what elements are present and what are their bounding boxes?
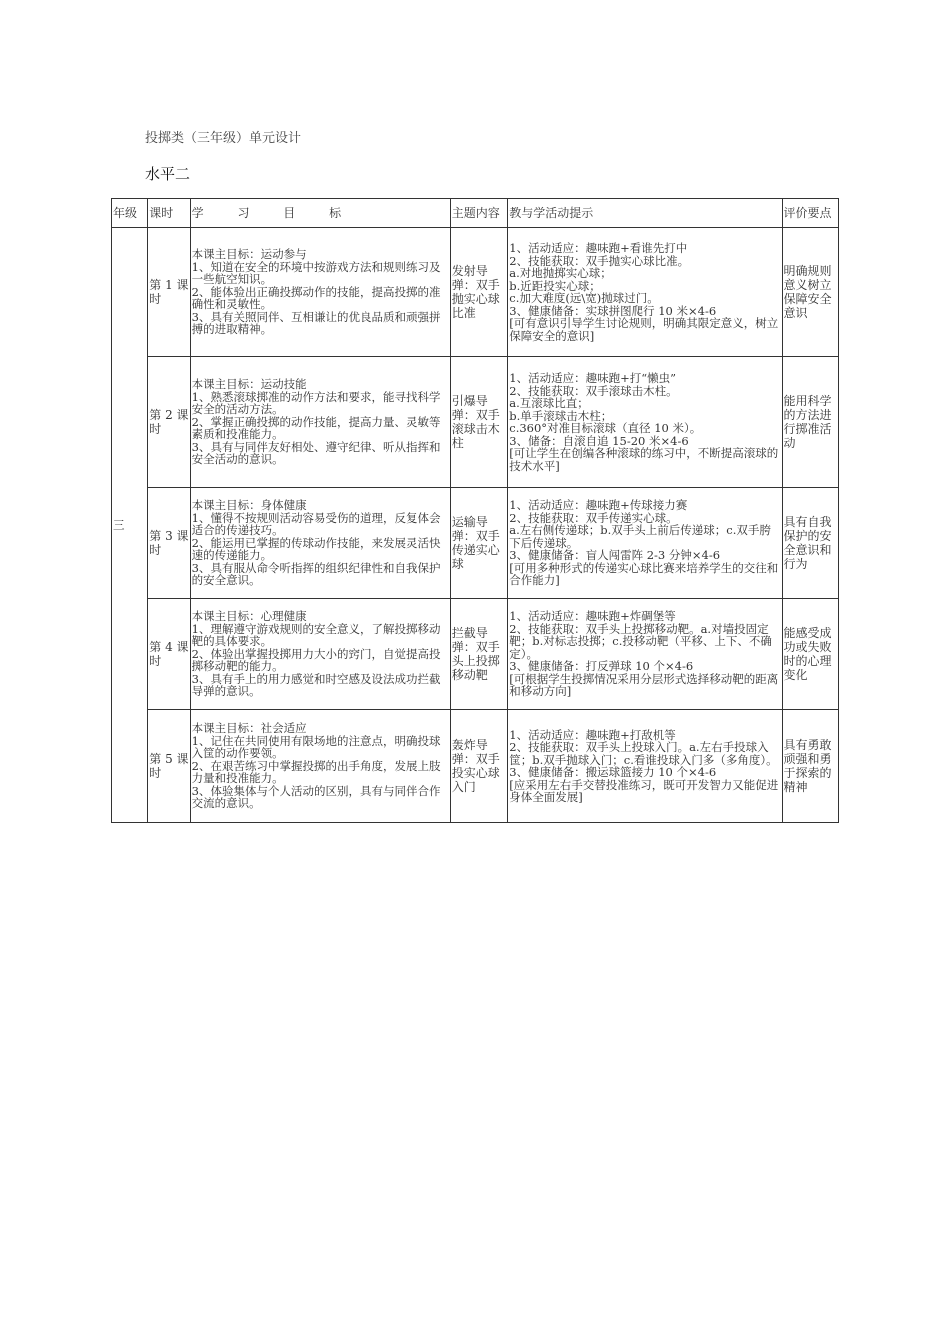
goal-line: 本课主目标：运动参与 — [191, 247, 307, 262]
activity-cell — [508, 228, 782, 357]
activity-line: 1、活动适应：趣味跑+打“懒虫” — [509, 371, 676, 385]
activity-line: c.360°对准目标滚球（直径 10 米）。 — [509, 421, 702, 435]
activity-line: 2、技能获取：双手滚球击木柱。 — [509, 383, 678, 398]
activity-line: [可让学生在创编各种滚球的练习中，不断提高滚球的技术水平] — [509, 446, 779, 473]
activity-line: a.左右侧传递球；b.双手头上前后传递球；c.双手胯下后传递球。 — [509, 523, 771, 550]
goal-line: 2、体验出掌握投掷用力大小的窍门，自觉提高投掷移动靶的能力。 — [191, 646, 441, 674]
activity-line: 3、储备：自滚自追 15-20 米×4-6 — [509, 433, 689, 448]
goal-line: 1、懂得不按规则活动容易受伤的道理，反复体会适合的传递技巧。 — [191, 510, 441, 538]
activity-cell — [508, 710, 782, 823]
goal-line: 本课主目标：社会适应 — [191, 721, 307, 736]
table-row — [112, 599, 839, 710]
table-header-row — [112, 199, 839, 228]
topic-cell: 发射导弹：双手抛实心球比准 — [450, 228, 507, 357]
header-goal-text: 学 习 目 标 — [191, 205, 357, 220]
goal-line: 2、在艰苦练习中掌握投掷的出手角度，发展上肢力量和投准能力。 — [191, 758, 441, 786]
goal-cell — [190, 488, 450, 599]
topic-cell: 拦截导弹：双手头上投掷移动靶 — [450, 599, 507, 710]
activity-line: 2、技能获取：双手头上投掷移动靶。a.对墙投固定靶；b.对标志投掷；c.投移动靶（平移、上下、不确定）。 — [509, 621, 772, 661]
header-goal — [190, 199, 450, 228]
goal-line: 1、记住在共同使用有限场地的注意点，明确投球入筐的动作要领。 — [191, 733, 441, 761]
period-cell: 第 3 课时 — [148, 488, 190, 599]
goal-line: 2、能运用已掌握的传球动作技能，来发展灵活快速的传递能力。 — [191, 535, 441, 563]
goal-line: 本课主目标：心理健康 — [191, 609, 307, 624]
activity-line: 3、健康储备：盲人闯雷阵 2-3 分钟×4-6 — [509, 548, 721, 563]
goal-line: 1、知道在安全的环境中按游戏方法和规则练习及一些航空知识。 — [191, 259, 441, 287]
header-eval: 评价要点 — [782, 199, 839, 228]
period-cell: 第 1 课时 — [148, 228, 190, 357]
topic-cell: 引爆导弹：双手滚球击木柱 — [450, 357, 507, 488]
eval-cell: 能用科学的方法进行掷准活动 — [782, 357, 839, 488]
activity-line: [可用多种形式的传递实心球比赛来培养学生的交往和合作能力] — [509, 560, 779, 588]
activity-line: [可有意识引导学生讨论规则，明确其限定意义，树立保障安全的意识] — [509, 316, 779, 343]
goal-line: 2、掌握正确投掷的动作技能，提高力量、灵敏等素质和投准能力。 — [191, 414, 441, 442]
goal-line: 3、体验集体与个人活动的区别，具有与同伴合作交流的意识。 — [191, 783, 441, 811]
goal-line: 本课主目标：身体健康 — [191, 498, 307, 513]
table-row — [112, 710, 839, 823]
activity-line: 2、技能获取：双手传递实心球。 — [509, 510, 678, 525]
activity-cell — [508, 599, 782, 710]
activity-line: 3、健康储备：打反弹球 10 个×4-6 — [509, 659, 694, 674]
activity-line: [应采用左右手交替投准练习，既可开发智力又能促进身体全面发展] — [509, 777, 779, 804]
activity-line: b.单手滚球击木柱； — [509, 408, 613, 423]
grade-cell: 三 — [112, 228, 148, 823]
period-cell: 第 4 课时 — [148, 599, 190, 710]
activity-line: 1、活动适应：趣味跑+传球接力赛 — [509, 498, 688, 513]
eval-cell: 明确规则意义树立保障安全意识 — [782, 228, 839, 357]
eval-cell: 具有勇敢顽强和勇于探索的精神 — [782, 710, 839, 823]
eval-cell: 能感受成功或失败时的心理变化 — [782, 599, 839, 710]
header-topic: 主题内容 — [450, 199, 507, 228]
goal-line: 3、具有服从命令听指挥的组织纪律性和自我保护的安全意识。 — [191, 560, 441, 588]
activity-line: c.加大难度(远\宽)抛球过门。 — [509, 291, 659, 305]
header-activity: 教与学活动提示 — [508, 199, 782, 228]
topic-cell: 运输导弹：双手传递实心球 — [450, 488, 507, 599]
header-period: 课时 — [148, 199, 190, 228]
goal-line: 本课主目标：运动技能 — [191, 377, 307, 392]
table-row — [112, 357, 839, 488]
activity-line: b.近距投实心球； — [509, 278, 601, 293]
activity-line: 2、技能获取：双手头上投球入门。a.左右手投球入筐；b.双手抛球入门；c.看谁投球入门多（多角度）。 — [509, 740, 778, 767]
goal-cell — [190, 710, 450, 823]
activity-line: 3、健康储备：搬运球篮接力 10 个×4-6 — [509, 765, 717, 779]
goal-line: 1、熟悉滚球掷准的动作方法和要求，能寻找科学安全的活动方法。 — [191, 389, 441, 417]
activity-cell — [508, 357, 782, 488]
goal-line: 1、理解遵守游戏规则的安全意义，了解投掷移动靶的具体要求。 — [191, 621, 441, 649]
goal-cell — [190, 357, 450, 488]
activity-line: [可根据学生投掷情况采用分层形式选择移动靶的距离和移动方向] — [509, 671, 779, 699]
table-row — [112, 488, 839, 599]
activity-line: 3、健康储备：实球拼图爬行 10 米×4-6 — [509, 303, 717, 318]
activity-line: 2、技能获取：双手抛实心球比准。 — [509, 253, 690, 268]
goal-line: 3、具有手上的用力感觉和时空感及设法成功拦截导弹的意识。 — [191, 671, 441, 699]
activity-cell — [508, 488, 782, 599]
activity-line: 1、活动适应：趣味跑+打敌机等 — [509, 727, 676, 742]
activity-line: a.互滚球比直； — [509, 396, 589, 410]
goal-line: 2、能体验出正确投掷动作的技能，提高投掷的准确性和灵敏性。 — [191, 284, 441, 312]
period-cell: 第 5 课时 — [148, 710, 190, 823]
period-cell: 第 2 课时 — [148, 357, 190, 488]
activity-line: a.对地抛掷实心球； — [509, 266, 612, 280]
document-title: 投掷类（三年级）单元设计 — [145, 131, 302, 146]
goal-cell — [190, 599, 450, 710]
activity-line: 1、活动适应：趣味跑+炸碉堡等 — [509, 609, 676, 624]
goal-line: 3、具有关照同伴、互相谦让的优良品质和顽强拼搏的进取精神。 — [191, 309, 441, 337]
topic-cell: 轰炸导弹：双手投实心球入门 — [450, 710, 507, 823]
goal-cell — [190, 228, 450, 357]
eval-cell: 具有自我保护的安全意识和行为 — [782, 488, 839, 599]
activity-line: 1、活动适应：趣味跑+看谁先打中 — [509, 241, 688, 255]
table-row — [112, 228, 839, 357]
level-heading: 水平二 — [145, 165, 191, 183]
header-grade: 年级 — [112, 199, 148, 228]
goal-line: 3、具有与同伴友好相处、遵守纪律、听从指挥和安全活动的意识。 — [191, 439, 441, 467]
unit-design-table — [111, 198, 839, 823]
